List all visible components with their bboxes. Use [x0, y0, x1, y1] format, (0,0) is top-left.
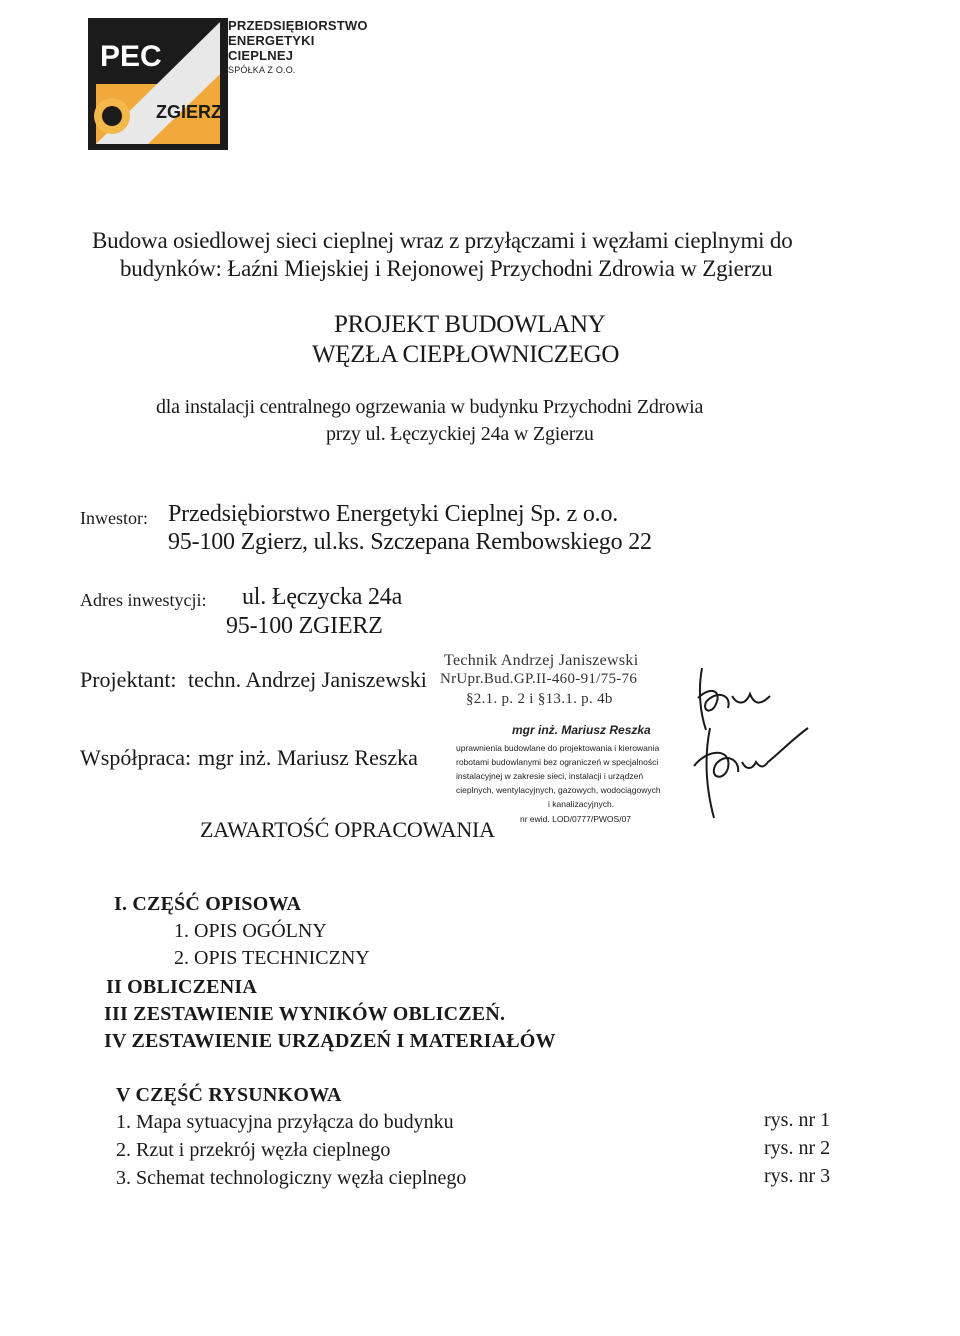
- site-street: ul. Łęczycka 24a: [242, 584, 403, 610]
- cooperation-stamp-title: mgr inż. Mariusz Reszka: [512, 723, 651, 737]
- section-materials: IV ZESTAWIENIE URZĄDZEŃ I MATERIAŁÓW: [104, 1030, 556, 1052]
- cooperation-stamp-line: instalacyjnej w zakresie sieci, instalacji i urządzeń: [456, 771, 644, 781]
- section-item: 2. OPIS TECHNICZNY: [174, 947, 370, 969]
- company-logo: [88, 18, 378, 150]
- project-description-2: przy ul. Łęczyckiej 24a w Zgierzu: [326, 423, 594, 445]
- cooperation-stamp-line: robotami budowlanymi bez ograniczeń w specjalności: [456, 757, 659, 767]
- drawing-ref: rys. nr 2: [764, 1137, 831, 1159]
- site-label: Adres inwestycji:: [80, 590, 207, 610]
- drawing-ref: rys. nr 3: [764, 1165, 831, 1187]
- cooperation-label: Współpraca:: [80, 745, 192, 770]
- section-calculations: II OBLICZENIA: [106, 976, 257, 998]
- section-drawings: V CZĘŚĆ RYSUNKOWA: [116, 1084, 342, 1106]
- logo-city: ZGIERZ: [156, 102, 222, 122]
- designer-name: techn. Andrzej Janiszewski: [188, 667, 427, 692]
- designer-stamp-line: §2.1. p. 2 i §13.1. p. 4b: [466, 691, 613, 707]
- cooperation-stamp-line: uprawnienia budowlane do projektowania i kierowania: [456, 743, 660, 753]
- section-descriptive: I. CZĘŚĆ OPISOWA: [114, 893, 302, 915]
- drawing-item: 2. Rzut i przekrój węzła cieplnego: [116, 1139, 391, 1161]
- company-line: CIEPLNEJ: [228, 48, 294, 63]
- investor-label: Inwestor:: [80, 508, 148, 528]
- section-item: 1. OPIS OGÓLNY: [174, 920, 327, 942]
- contents-heading: ZAWARTOŚĆ OPRACOWANIA: [200, 817, 495, 842]
- title-line-1: Budowa osiedlowej sieci cieplnej wraz z przyłączami i węzłami cieplnymi do: [92, 228, 793, 253]
- investor-address: 95-100 Zgierz, ul.ks. Szczepana Rembowskiego 22: [168, 529, 652, 555]
- pec-logo-graphic: [88, 18, 228, 150]
- company-name-block: [228, 18, 368, 77]
- company-line: PRZEDSIĘBIORSTWO: [228, 18, 368, 33]
- cooperation-stamp-line: cieplnych, wentylacyjnych, gazowych, wodociągowych: [456, 785, 661, 795]
- cooperation-signature: [680, 718, 820, 828]
- section-results: III ZESTAWIENIE WYNIKÓW OBLICZEŃ.: [104, 1003, 506, 1025]
- investor-name: Przedsiębiorstwo Energetyki Cieplnej Sp. z o.o.: [168, 501, 619, 527]
- company-legal-form: SPÓŁKA Z O.O.: [228, 65, 296, 75]
- cooperation-name: mgr inż. Mariusz Reszka: [198, 745, 418, 770]
- site-city: 95-100 ZGIERZ: [226, 613, 383, 639]
- drawing-ref: rys. nr 1: [764, 1109, 831, 1131]
- project-heading-1: PROJEKT BUDOWLANY: [334, 311, 606, 338]
- designer-stamp-line: Technik Andrzej Janiszewski: [444, 652, 639, 669]
- project-heading-2: WĘZŁA CIEPŁOWNICZEGO: [312, 341, 620, 368]
- designer-label: Projektant:: [80, 667, 177, 692]
- logo-abbr: PEC: [100, 40, 162, 73]
- drawing-item: 1. Mapa sytuacyjna przyłącza do budynku: [116, 1111, 454, 1133]
- title-line-2: budynków: Łaźni Miejskiej i Rejonowej Przychodni Zdrowia w Zgierzu: [120, 256, 773, 281]
- designer-stamp-line: NrUpr.Bud.GP.II-460-91/75-76: [440, 671, 638, 687]
- company-line: ENERGETYKI: [228, 33, 315, 48]
- cooperation-stamp-line: i kanalizacyjnych.: [548, 799, 615, 809]
- cooperation-stamp-line: nr ewid. LOD/0777/PWOS/07: [520, 814, 632, 824]
- project-description-1: dla instalacji centralnego ogrzewania w budynku Przychodni Zdrowia: [156, 396, 704, 418]
- drawing-item: 3. Schemat technologiczny węzła cieplnego: [116, 1167, 467, 1189]
